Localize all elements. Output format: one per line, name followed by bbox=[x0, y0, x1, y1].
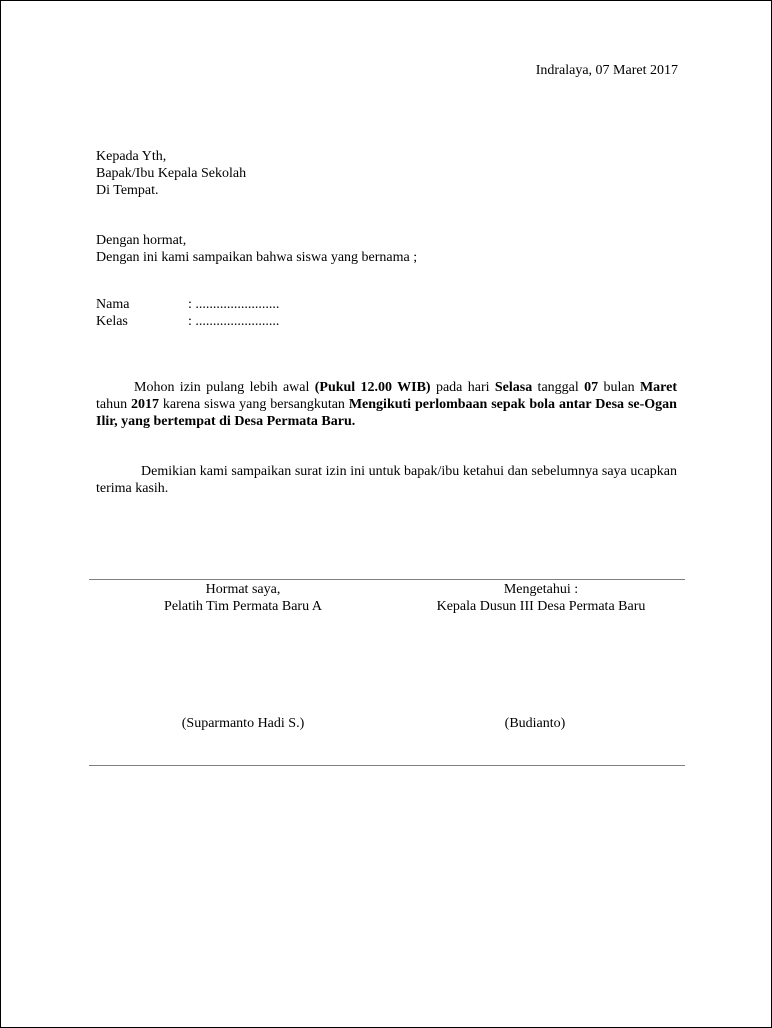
opening-block bbox=[96, 232, 417, 266]
recipient-line-2: Bapak/Ibu Kepala Sekolah bbox=[96, 166, 247, 181]
kelas-label: Kelas bbox=[96, 314, 128, 329]
recipient-line-1: Kepada Yth, bbox=[96, 149, 167, 164]
left-signature-title: Hormat saya, bbox=[205, 582, 281, 597]
left-signatory-name: (Suparmanto Hadi S.) bbox=[181, 716, 305, 731]
left-signature-block bbox=[93, 581, 393, 615]
left-signature-role: Pelatih Tim Permata Baru A bbox=[164, 599, 322, 614]
greeting: Dengan hormat, bbox=[96, 233, 187, 248]
bottom-divider bbox=[89, 765, 685, 766]
body-paragraph: Mohon izin pulang lebih awal (Pukul 12.00 WIB) pada hari Selasa tanggal 07 bulan Maret tahun 2017 karena siswa yang bersangkutan Mengikuti perlombaan sepak bola antar Desa se-Ogan Ilir, yang bertempat di Desa Permata Baru. bbox=[96, 380, 677, 429]
nama-label: Nama bbox=[96, 297, 130, 312]
recipient-line-3: Di Tempat. bbox=[96, 183, 159, 198]
right-signature-role: Kepala Dusun III Desa Permata Baru bbox=[436, 599, 646, 614]
right-signature-title: Mengetahui : bbox=[503, 582, 579, 597]
top-divider bbox=[89, 579, 685, 580]
right-signature-block bbox=[391, 581, 691, 615]
recipient-block bbox=[96, 148, 246, 199]
place-date: Indralaya, 07 Maret 2017 bbox=[535, 63, 678, 78]
intro-sentence: Dengan ini kami sampaikan bahwa siswa yang bernama ; bbox=[96, 250, 418, 265]
right-signatory-name: (Budianto) bbox=[504, 716, 566, 731]
nama-value: : ........................ bbox=[188, 297, 280, 312]
closing-paragraph: Demikian kami sampaikan surat izin ini untuk bapak/ibu ketahui dan sebelumnya saya ucapkan terima kasih. bbox=[96, 464, 677, 496]
kelas-value: : ........................ bbox=[188, 314, 280, 329]
